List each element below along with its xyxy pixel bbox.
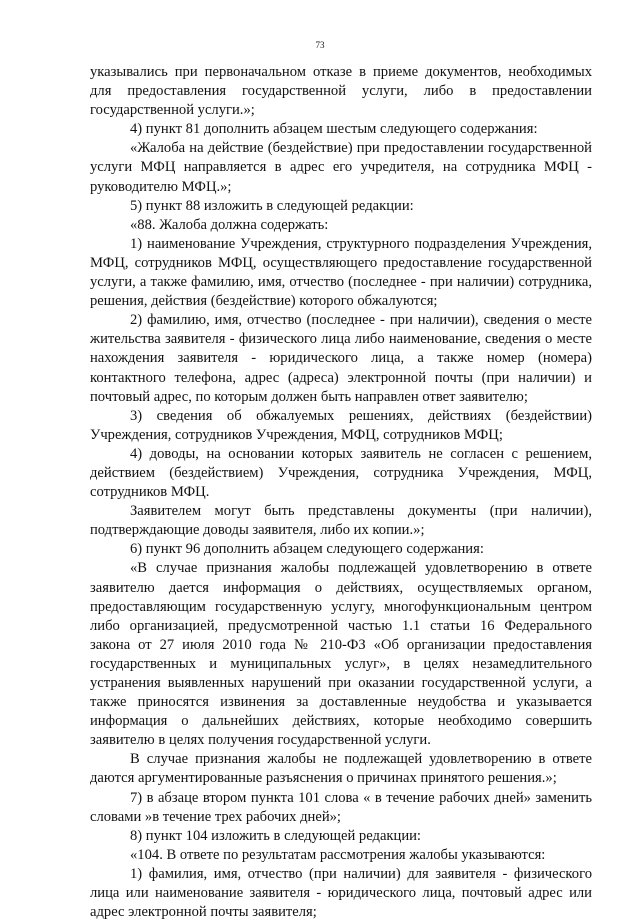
paragraph: 1) фамилия, имя, отчество (при наличии) для заявителя - физического лица или наименование заявителя - юридического лица, почтовый адрес или адрес электронной почты заявителя;: [90, 865, 592, 921]
paragraph: 4) доводы, на основании которых заявитель не согласен с решением, действием (бездействием) Учреждения, сотрудника Учреждения, МФЦ, сотрудников МФЦ.: [90, 445, 592, 501]
paragraph: 3) сведения об обжалуемых решениях, действиях (бездействии) Учреждения, сотрудников Учреждения, МФЦ, сотрудников МФЦ;: [90, 407, 592, 443]
paragraph: 5) пункт 88 изложить в следующей редакции:: [130, 197, 414, 214]
paragraph: указывались при первоначальном отказе в приеме документов, необходимых для предоставления государственной услуги, либо в предоставлении государственной услуги.»;: [90, 64, 592, 119]
paragraph: 1) наименование Учреждения, структурного подразделения Учреждения, МФЦ, сотрудников МФЦ, осуществляющего предоставление государственной услуги, а также фамилию, имя, отчество (последнее - при наличии) сотрудника, решения, действия (бездействие) которого обжалуются;: [90, 235, 592, 310]
paragraph: «104. В ответе по результатам рассмотрения жалобы указываются:: [130, 846, 546, 863]
paragraph: 4) пункт 81 дополнить абзацем шестым следующего содержания:: [130, 121, 538, 138]
document-body: [90, 63, 592, 922]
page-number: 73: [315, 40, 325, 50]
paragraph: «В случае признания жалобы подлежащей удовлетворению в ответе заявителю дается информация о действиях, осуществляемых органом, предоставляющим государственную услугу, многофункциональным центром либо организацией, предусмотренной частью 1.1 статьи 16 Федерального закона от 27 июля 2010 года № 210-ФЗ «Об организации предоставления государственных и муниципальных услуг», в целях незамедлительного устранения выявленных нарушений при оказании государственной услуги, а также приносятся извинения за доставленные неудобства и указывается информация о дальнейших действиях, которые необходимо совершить заявителю в целях получения государственной услуги.: [90, 560, 592, 749]
paragraph: В случае признания жалобы не подлежащей удовлетворению в ответе даются аргументированные разъяснения о причинах принятого решения.»;: [90, 751, 592, 787]
paragraph: «88. Жалоба должна содержать:: [130, 216, 329, 233]
paragraph: 7) в абзаце втором пункта 101 слова « в течение рабочих дней» заменить словами »в течение трех рабочих дней»;: [90, 789, 592, 825]
paragraph: 6) пункт 96 дополнить абзацем следующего содержания:: [130, 541, 484, 558]
paragraph: 8) пункт 104 изложить в следующей редакции:: [130, 827, 421, 844]
paragraph: 2) фамилию, имя, отчество (последнее - при наличии), сведения о месте жительства заявителя - физического лица либо наименование, сведения о месте нахождения заявителя - юридического лица, а также номер (номера) контактного телефона, адрес (адреса) электронной почты (при наличии) и почтовый адрес, по которым должен быть направлен ответ заявителю;: [90, 312, 592, 405]
paragraph: Заявителем могут быть представлены документы (при наличии), подтверждающие доводы заявителя, либо их копии.»;: [90, 503, 592, 539]
paragraph: «Жалоба на действие (бездействие) при предоставлении государственной услуги МФЦ направляется в адрес его учредителя, на сотрудника МФЦ - руководителю МФЦ.»;: [90, 140, 592, 195]
